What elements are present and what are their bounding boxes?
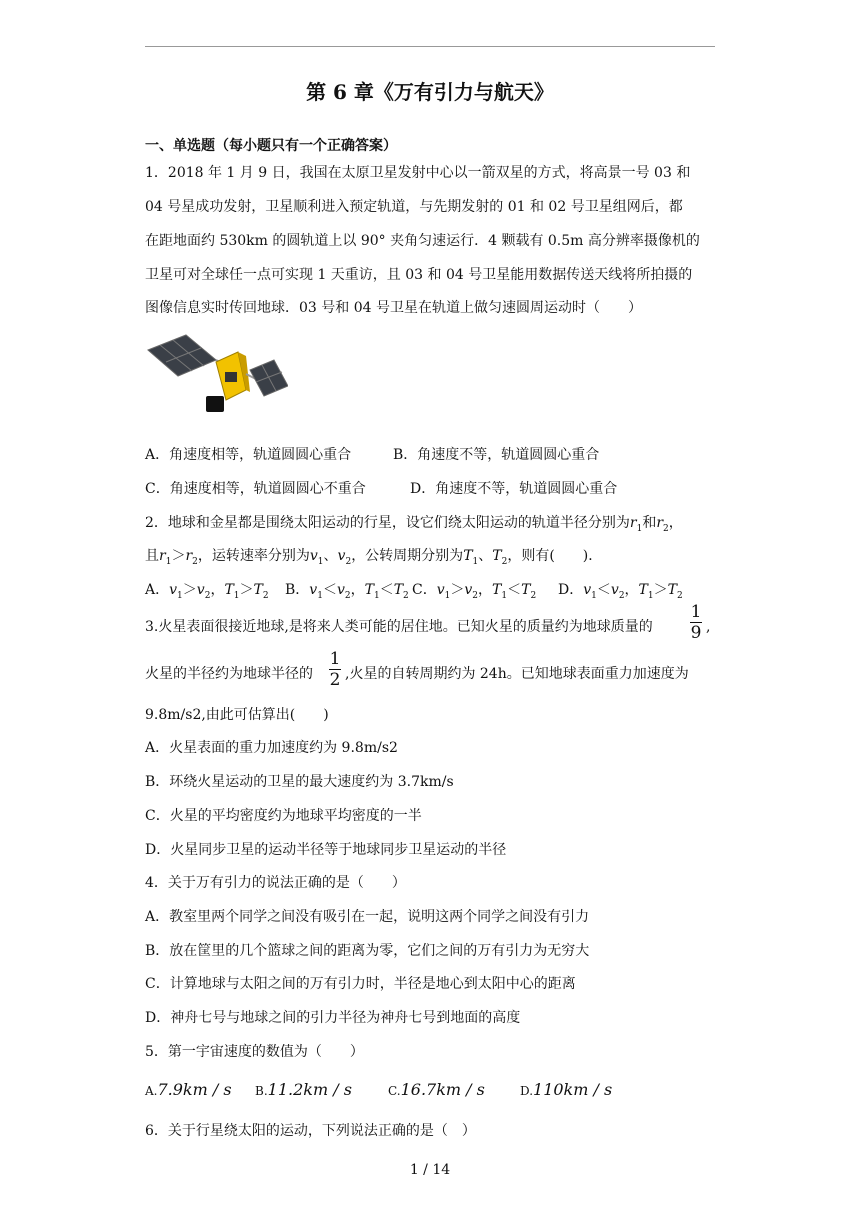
q4-option-c: C．计算地球与太阳之间的万有引力时，半径是地心到太阳中心的距离 — [145, 976, 576, 992]
q2-line-2: 且$r_1>r_2$，运转速率分别为$v_1$、$v_2$，公转周期分别为$T_1$、$T_2$，则有( )． — [145, 548, 603, 567]
fraction-one-half: 1 2 — [329, 649, 341, 690]
q1-line-5: 图像信息实时传回地球．03 号和 04 号卫星在轨道上做匀速圆周运动时（ ） — [145, 300, 642, 316]
q5-option-c: C.16.7km / s — [388, 1080, 485, 1099]
q4-option-b: B．放在筐里的几个篮球之间的距离为零，它们之间的万有引力为无穷大 — [145, 943, 590, 959]
q1-option-c: C．角速度相等，轨道圆圆心不重合 — [145, 481, 366, 497]
section-heading: 一、单选题（每小题只有一个正确答案） — [145, 138, 397, 154]
q3-option-b: B．环绕火星运动的卫星的最大速度约为 3.7km/s — [145, 774, 454, 790]
q1-line-3: 在距地面约 530km 的圆轨道上以 90° 夹角匀速运行．4 颗载有 0.5m 高分辨率摄像机的 — [145, 233, 700, 249]
q6-stem: 6．关于行星绕太阳的运动，下列说法正确的是（ ） — [145, 1123, 476, 1139]
q5-option-d: D.110km / s — [520, 1080, 613, 1099]
q4-option-a: A．教室里两个同学之间没有吸引在一起，说明这两个同学之间没有引力 — [145, 909, 590, 925]
q3-option-d: D．火星同步卫星的运动半径等于地球同步卫星运动的半径 — [145, 842, 507, 858]
q3-line-1-end: , — [706, 619, 711, 635]
q2-option-c: C．$v_1>v_2$，$T_1<T_2$ — [412, 582, 537, 601]
page-number: 1 / 14 — [409, 1162, 451, 1178]
q2-line-1: 2．地球和金星都是围绕太阳运动的行星，设它们绕太阳运动的轨道半径分别为$r_1$和$r_2$， — [145, 515, 683, 534]
q1-option-b: B．角速度不等，轨道圆圆心重合 — [393, 447, 600, 463]
q3-line-1: 3.火星表面很接近地球,是将来人类可能的居住地。已知火星的质量约为地球质量的 — [145, 619, 653, 635]
q1-line-1: 1．2018 年 1 月 9 日，我国在太原卫星发射中心以一箭双星的方式，将高景一号 03 和 — [145, 165, 691, 181]
q4-stem: 4．关于万有引力的说法正确的是（ ） — [145, 875, 406, 891]
page-title: 第 6 章《万有引力与航天》 — [306, 80, 554, 104]
q5-option-b: B.11.2km / s — [255, 1080, 352, 1099]
q3-line-2a: 火星的半径约为地球半径的 — [145, 666, 313, 682]
q2-option-a: A．$v_1>v_2$，$T_1>T_2$ — [145, 582, 269, 601]
q5-stem: 5．第一宇宙速度的数值为（ ） — [145, 1044, 364, 1060]
q1-line-4: 卫星可对全球任一点可实现 1 天重访，且 03 和 04 号卫星能用数据传送天线将所拍摄的 — [145, 267, 693, 283]
fraction-one-ninth: 1 9 — [690, 602, 702, 643]
q4-option-d: D．神舟七号与地球之间的引力半径为神舟七号到地面的高度 — [145, 1010, 521, 1026]
q3-line-2b: ,火星的自转周期约为 24h。已知地球表面重力加速度为 — [345, 666, 689, 682]
q1-option-d: D．角速度不等，轨道圆圆心重合 — [410, 481, 618, 497]
q1-line-2: 04 号星成功发射，卫星顺利进入预定轨道，与先期发射的 01 和 02 号卫星组网后，都 — [145, 199, 683, 215]
q3-line-3: 9.8m/s2,由此可估算出( ) — [145, 707, 329, 723]
header-rule — [145, 46, 715, 47]
q5-option-a: A.7.9km / s — [145, 1080, 232, 1099]
q2-option-d: D．$v_1<v_2$，$T_1>T_2$ — [558, 582, 683, 601]
satellite-image — [146, 330, 288, 420]
q2-option-b: B．$v_1<v_2$，$T_1<T_2$ — [285, 582, 409, 601]
q3-option-c: C．火星的平均密度约为地球平均密度的一半 — [145, 808, 422, 824]
q2-options — [145, 580, 683, 606]
q3-option-a: A．火星表面的重力加速度约为 9.8m/s2 — [145, 740, 398, 756]
q1-option-a: A．角速度相等，轨道圆圆心重合 — [145, 447, 352, 463]
